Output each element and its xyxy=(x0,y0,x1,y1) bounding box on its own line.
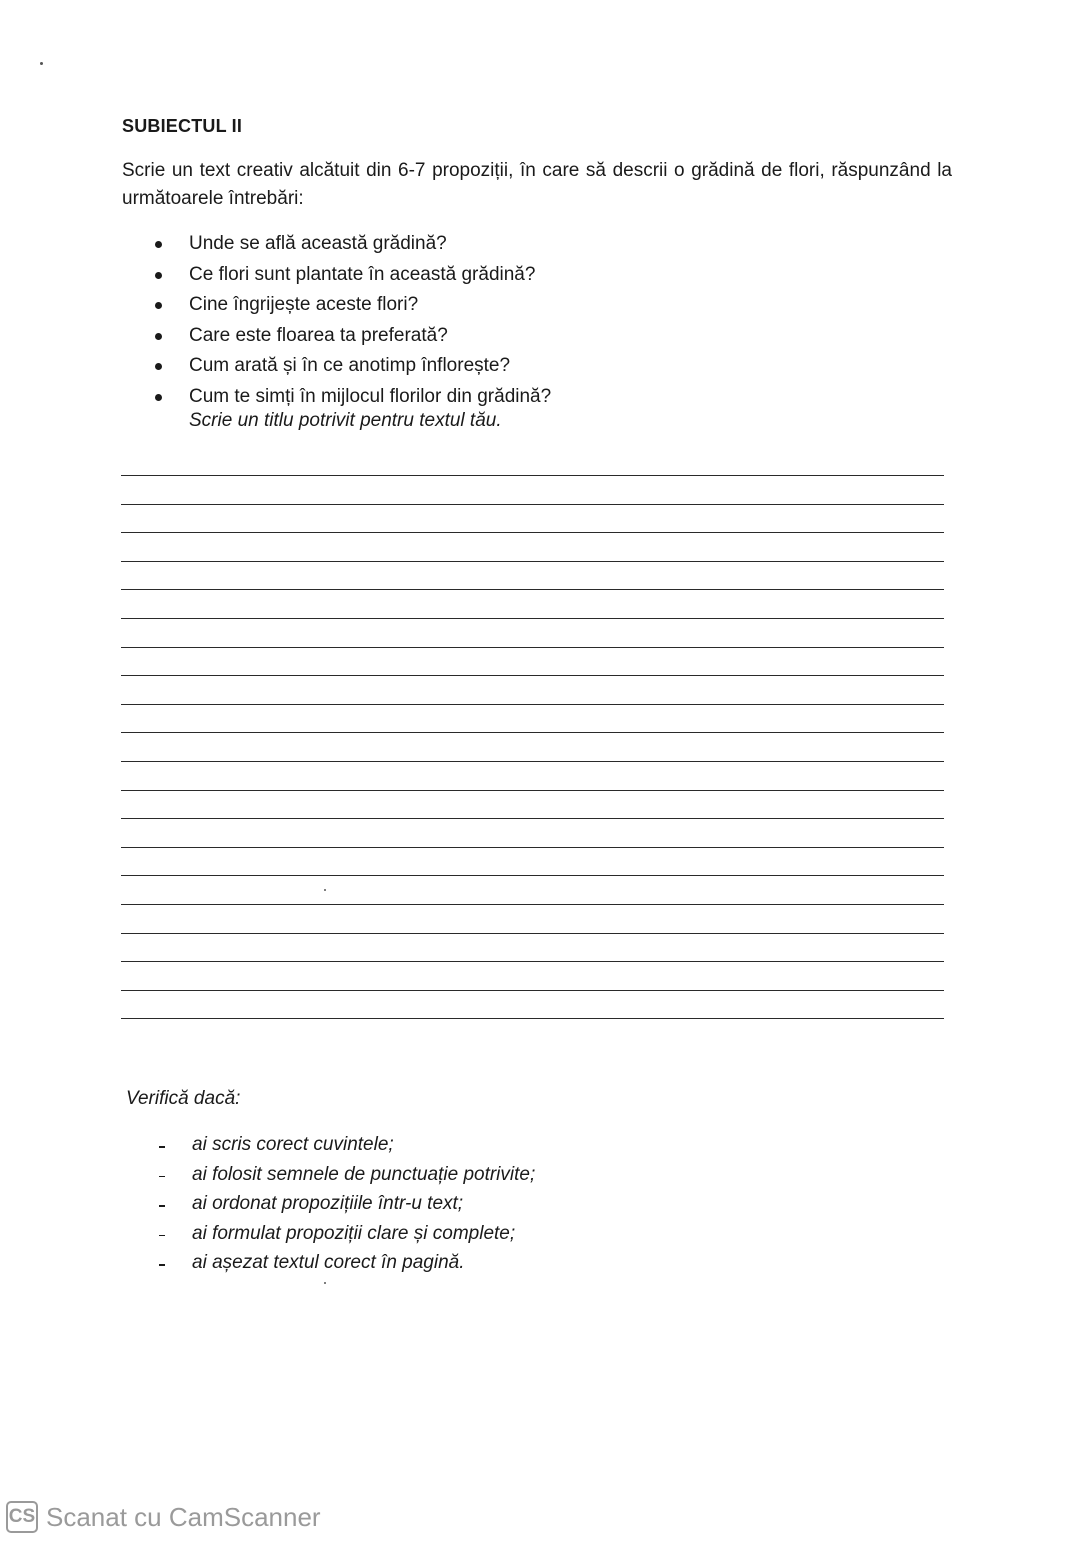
scan-speck xyxy=(40,62,43,65)
writing-line xyxy=(121,847,944,848)
page-heading: SUBIECTUL II xyxy=(122,116,243,136)
writing-line xyxy=(121,704,944,705)
question-text: Ce flori sunt plantate în această grădină? xyxy=(189,263,536,285)
dash-icon xyxy=(159,1176,165,1178)
writing-line xyxy=(121,647,944,648)
writing-line xyxy=(121,618,944,619)
writing-line xyxy=(121,589,944,590)
writing-line xyxy=(121,875,944,876)
checklist-item xyxy=(156,1189,535,1219)
bullet-icon xyxy=(155,394,162,401)
writing-line xyxy=(121,961,944,962)
checklist-text: ai formulat propoziții clare și complete; xyxy=(192,1222,516,1244)
question-text: Cine îngrijește aceste flori? xyxy=(189,294,419,315)
writing-line xyxy=(121,790,944,791)
writing-line xyxy=(121,561,944,562)
checklist-title: Verifică dacă: xyxy=(126,1088,241,1109)
writing-line xyxy=(121,732,944,733)
question-item xyxy=(150,351,551,382)
writing-line xyxy=(121,933,944,934)
checklist-item xyxy=(156,1219,535,1249)
title-hint: Scrie un titlu potrivit pentru textul tău. xyxy=(189,410,502,431)
checklist-item xyxy=(156,1160,535,1190)
camscanner-logo-icon: CS xyxy=(6,1501,38,1533)
dash-icon xyxy=(159,1235,165,1237)
bullet-icon xyxy=(155,333,162,340)
checklist-item xyxy=(156,1130,535,1160)
writing-line xyxy=(121,904,944,905)
question-text: Care este floarea ta preferată? xyxy=(189,324,448,346)
camscanner-watermark xyxy=(6,1501,321,1533)
watermark-text: Scanat cu CamScanner xyxy=(46,1501,321,1532)
question-list xyxy=(150,229,551,412)
question-text: Cum arată și în ce anotimp înflorește? xyxy=(189,355,511,376)
writing-line xyxy=(121,990,944,991)
writing-line xyxy=(121,532,944,533)
bullet-icon xyxy=(155,363,162,370)
question-item xyxy=(150,260,551,291)
writing-line xyxy=(121,475,944,476)
bullet-icon xyxy=(155,272,162,279)
bullet-icon xyxy=(155,302,162,309)
checklist-text: ai scris corect cuvintele; xyxy=(192,1134,394,1155)
writing-line xyxy=(121,1018,944,1019)
task-instructions: Scrie un text creativ alcătuit din 6-7 propoziții, în care să descrii o grădină de flori, răspunzând la următoarele întrebări: xyxy=(122,160,952,209)
question-text: Unde se află această grădină? xyxy=(189,233,447,254)
bullet-icon xyxy=(155,241,162,248)
checklist-text: ai așezat textul corect în pagină. xyxy=(192,1252,465,1273)
checklist-item xyxy=(156,1248,535,1278)
writing-line xyxy=(121,504,944,505)
checklist-text: ai ordonat propozițiile într-u text; xyxy=(192,1193,464,1214)
checklist-text: ai folosit semnele de punctuație potrivite; xyxy=(192,1163,536,1185)
question-item xyxy=(150,229,551,260)
question-item xyxy=(150,290,551,321)
dash-icon xyxy=(159,1146,165,1148)
scan-speck xyxy=(324,889,326,891)
writing-line xyxy=(121,761,944,762)
question-text: Cum te simți în mijlocul florilor din grădină? xyxy=(189,385,552,407)
question-item xyxy=(150,321,551,352)
writing-line xyxy=(121,818,944,819)
scan-speck xyxy=(324,1282,326,1284)
dash-icon xyxy=(159,1264,165,1266)
dash-icon xyxy=(159,1205,165,1207)
writing-line xyxy=(121,675,944,676)
question-item xyxy=(150,382,551,413)
checklist xyxy=(156,1130,535,1278)
